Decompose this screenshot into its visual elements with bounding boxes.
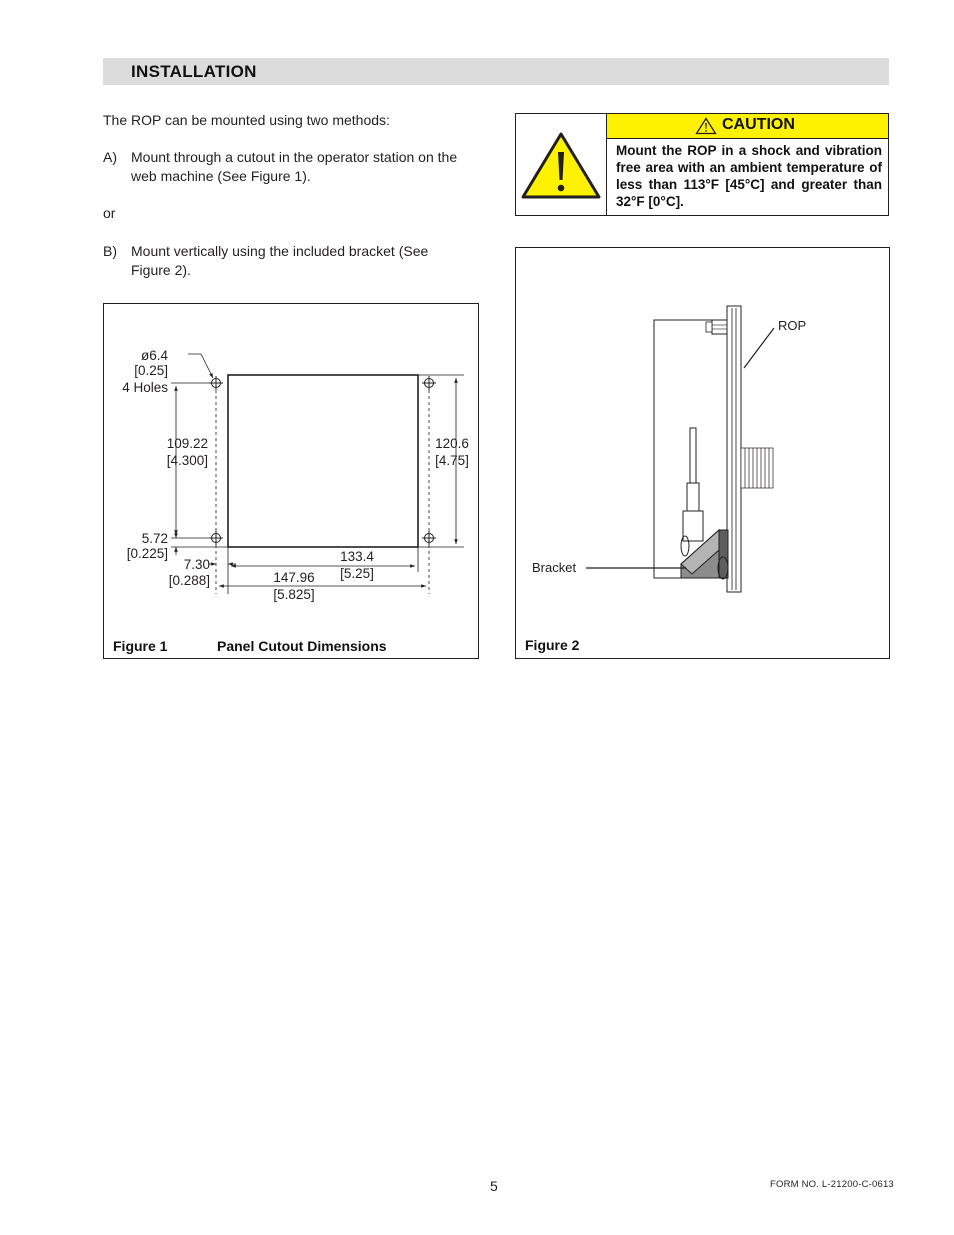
method-b-text: Mount vertically using the included bracket (See Figure 2). [131, 243, 429, 278]
caution-header [607, 114, 888, 139]
caution-icon-cell [516, 114, 607, 215]
rop-leader [744, 328, 774, 368]
label-hole-offset-h-mm: 7.30 [183, 557, 210, 572]
warning-triangle-icon [516, 114, 606, 215]
section-header-bar [103, 58, 889, 85]
figure-2-caption: Figure 2 [525, 637, 580, 653]
label-cutout-height-in: [4.75] [435, 453, 469, 468]
figure-1-panel-cutout [103, 303, 479, 659]
cutout-rectangle [228, 375, 418, 547]
form-number: FORM NO. L-21200-C-0613 [770, 1179, 894, 1190]
rop-bezel [727, 306, 741, 592]
label-cutout-width-in: [5.825] [273, 587, 315, 602]
rop-knob [741, 448, 773, 488]
label-cutout-width-mm: 147.96 [273, 570, 315, 585]
mounting-holes [209, 376, 436, 545]
figure-1-title: Panel Cutout Dimensions [217, 638, 387, 654]
panel-cutout-drawing [104, 304, 478, 658]
label-hole-spacing-v-mm: 109.22 [166, 436, 208, 451]
rop-top-screw [712, 320, 727, 334]
label-hole-offset-v-mm: 5.72 [141, 531, 168, 546]
method-a-label: A) [103, 149, 117, 165]
label-hole-offset-v-in: [0.225] [126, 546, 168, 561]
label-hole-spacing-v-in: [4.300] [166, 453, 208, 468]
warning-small-icon [695, 117, 717, 135]
label-hole-dia-in: [0.25] [134, 363, 168, 378]
label-hole-count: 4 Holes [122, 380, 168, 395]
label-hole-dia-mm: ø6.4 [140, 348, 168, 363]
caution-text: Mount the ROP in a shock and vibration free area with an ambient temperature of less than 113°F [45°C] and greater than 32°F [0°C]. [616, 143, 882, 209]
figure-1-number: Figure 1 [113, 638, 168, 654]
figure-2-bracket-mount [515, 247, 890, 659]
method-a-text: Mount through a cutout in the operator station on the web machine (See Figure 1). [131, 149, 458, 184]
label-bracket: Bracket [532, 560, 577, 575]
caution-title: CAUTION [722, 116, 795, 133]
page-number: 5 [490, 1178, 498, 1194]
label-rop: ROP [778, 318, 807, 333]
label-hole-spacing-h-in: [5.25] [340, 566, 374, 581]
intro-text: The ROP can be mounted using two methods: [103, 112, 390, 128]
method-b-label: B) [103, 243, 117, 259]
label-hole-spacing-h-mm: 133.4 [340, 549, 374, 564]
or-text: or [103, 205, 116, 221]
label-hole-offset-h-in: [0.288] [168, 573, 210, 588]
label-cutout-height-mm: 120.6 [435, 436, 469, 451]
bracket-mount-drawing [516, 248, 889, 658]
caution-box [515, 113, 889, 216]
section-title: INSTALLATION [131, 62, 257, 81]
